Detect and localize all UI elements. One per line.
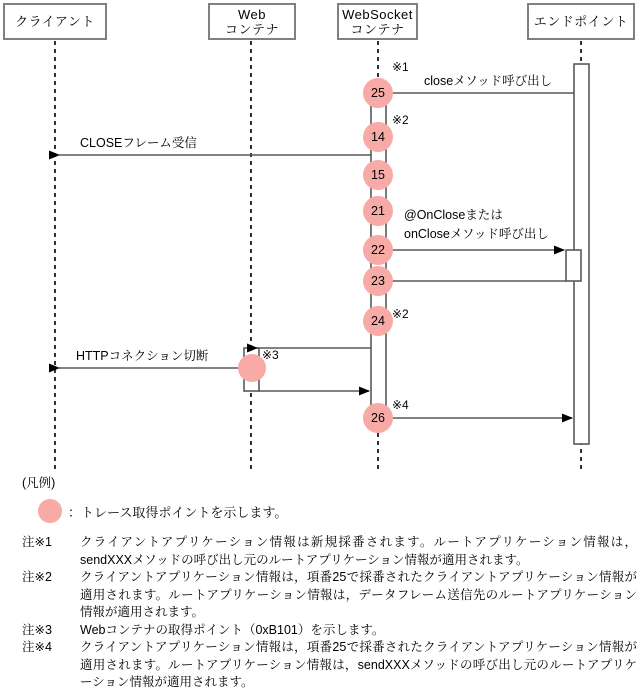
- message-label-close-method-call: closeメソッド呼び出し: [424, 74, 553, 88]
- lane-label-endpoint-line1: エンドポイント: [533, 14, 629, 29]
- footnote-text-4: クライアントアプリケーション情報は，項番25で採番されたクライアントアプリケーション情報が適用されます。ルートアプリケーション情報は，sendXXXメソッドの呼び出し元のルートアプリケーション情報が適用されます。: [80, 640, 637, 689]
- legend-trace-dot-icon: [38, 499, 62, 523]
- footnote-text-2: クライアントアプリケーション情報は，項番25で採番されたクライアントアプリケーション情報が適用されます。ルートアプリケーション情報は，データフレーム送信先のルートアプリケーション情報が適用されます。: [80, 570, 637, 619]
- note-mark-4: ※4: [392, 398, 409, 412]
- message-label-onclose-line2: onCloseメソッド呼び出し: [404, 227, 549, 241]
- trace-point-web-container: [238, 354, 266, 382]
- trace-point-21: 21: [363, 196, 393, 226]
- trace-point-26: 26: [363, 403, 393, 433]
- lane-label-client-line1: クライアント: [15, 14, 95, 29]
- lane-label-web-line1: Web: [238, 6, 266, 22]
- lane-header-web-container: [208, 3, 296, 40]
- trace-point-22: 22: [363, 235, 393, 265]
- lane-label-websocket-line2: コンテナ: [350, 21, 405, 37]
- footnote-tag-3: 注※3: [22, 622, 52, 637]
- legend-description: トレース取得ポイントを示します。: [81, 504, 288, 520]
- trace-point-15: 15: [363, 160, 393, 190]
- trace-point-14: 14: [363, 122, 393, 152]
- legend-separator: ：: [68, 504, 82, 520]
- message-label-close-frame-receive: CLOSEフレーム受信: [80, 136, 197, 150]
- note-mark-2b: ※2: [392, 307, 409, 321]
- lane-header-endpoint: [527, 3, 635, 40]
- legend-title: (凡例): [22, 476, 56, 490]
- footnote-item-2: [22, 569, 637, 622]
- trace-point-23: 23: [363, 266, 393, 296]
- note-mark-1: ※1: [392, 60, 409, 74]
- footnote-item-1: [22, 534, 637, 569]
- activation-endpoint-onclose: [566, 250, 581, 281]
- footnote-item-3: [22, 622, 637, 640]
- trace-point-24: 24: [363, 306, 393, 336]
- note-mark-2a: ※2: [392, 113, 409, 127]
- footnote-text-3: Webコンテナの取得ポイント（0xB101）を示します。: [80, 622, 385, 637]
- footnote-tag-1: 注※1: [22, 535, 52, 549]
- legend-row-trace-point: [38, 499, 287, 523]
- lane-label-websocket-line1: WebSocket: [342, 6, 413, 22]
- trace-point-25: 25: [363, 78, 393, 108]
- footnote-item-4: [22, 639, 637, 692]
- lane-header-client: [3, 3, 107, 40]
- footnote-tag-4: 注※4: [22, 640, 52, 654]
- message-label-onclose-line1: @OnCloseまたは: [404, 208, 503, 222]
- footnote-tag-2: 注※2: [22, 570, 52, 584]
- note-mark-3: ※3: [262, 348, 279, 362]
- footnote-text-1: クライアントアプリケーション情報は新規採番されます。ルートアプリケーション情報は，sendXXXメソッドの呼び出し元のルートアプリケーション情報が適用されます。: [80, 535, 637, 567]
- footnote-list: [22, 534, 637, 692]
- lane-header-websocket-container: [337, 3, 418, 40]
- message-label-http-disconnect: HTTPコネクション切断: [76, 349, 209, 363]
- lane-label-web-line2: コンテナ: [224, 21, 279, 37]
